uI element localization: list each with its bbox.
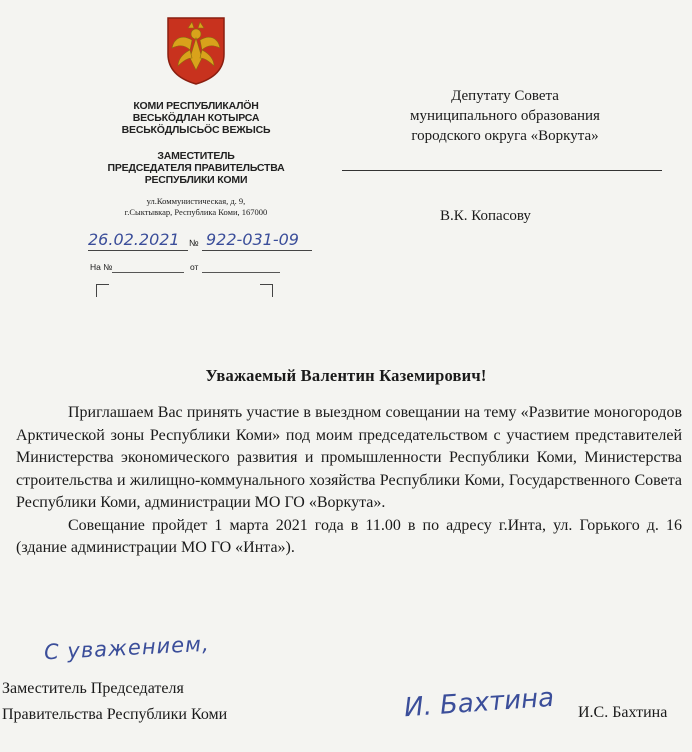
recipient-block: [360, 86, 650, 146]
recipient-line: городского округа «Воркута»: [411, 128, 599, 144]
signer-title-line: Правительства Республики Коми: [2, 706, 228, 723]
recipient-name: В.К. Копасову: [440, 208, 531, 224]
signer-name: И.С. Бахтина: [578, 704, 668, 721]
corner-mark-right: [260, 284, 273, 297]
letter-body: [16, 402, 682, 560]
paragraph: Приглашаем Вас принять участие в выездном совещании на тему «Развитие моногородов Арктической зоны Республики Коми» под моим председательством с участием представителей Министерства экономического развития и промышленности Республики Коми, Министерства строительства и жилищно-коммунального хозяйства Республики Коми, Государственного Совета Республики Коми, администрации МО ГО «Воркута».: [16, 404, 682, 511]
sender-org-line: ВЕСЬКÖДЛЫСЬÖС ВЕЖЫСЬ: [121, 124, 271, 136]
divider: [342, 170, 662, 171]
sender-address: [86, 196, 306, 218]
sender-address-line: г.Сыктывкар, Республика Коми, 167000: [124, 207, 268, 217]
sender-org-line: КОМИ РЕСПУБЛИКАЛÖН: [133, 100, 259, 112]
recipient-line: муниципального образования: [410, 108, 600, 124]
sender-title-line: ПРЕДСЕДАТЕЛЯ ПРАВИТЕЛЬСТВА: [107, 162, 285, 174]
salutation: Уважаемый Валентин Каземирович!: [205, 366, 487, 385]
recipient-line: Депутату Совета: [451, 88, 559, 104]
coat-of-arms-icon: [160, 14, 232, 86]
handwritten-number: 922-031-09: [206, 230, 299, 249]
handwritten-date: 26.02.2021: [88, 230, 180, 249]
registration-line: [88, 228, 318, 254]
signer-title-line: Заместитель Председателя: [2, 680, 184, 697]
from-label: от: [190, 262, 199, 272]
paragraph: Совещание пройдет 1 марта 2021 года в 11.00 в по адресу г.Инта, ул. Горького д. 16 (здание администрации МО ГО «Инта»).: [16, 516, 682, 556]
handwritten-closing: С уважением,: [43, 631, 211, 665]
sender-title-line: РЕСПУБЛИКИ КОМИ: [144, 174, 248, 186]
sender-address-line: ул.Коммунистическая, д. 9,: [146, 196, 246, 206]
number-label: №: [189, 238, 199, 248]
signature-scribble: И. Бахтина: [403, 682, 555, 724]
signer-title: [2, 676, 227, 728]
sender-block: [86, 100, 306, 218]
sender-org-line: ВЕСЬКÖДЛАН КОТЫРСА: [132, 112, 260, 124]
sender-title-line: ЗАМЕСТИТЕЛЬ: [157, 150, 235, 162]
corner-mark-left: [96, 284, 109, 297]
reference-line: [90, 262, 290, 276]
ref-label: На №: [90, 262, 113, 272]
